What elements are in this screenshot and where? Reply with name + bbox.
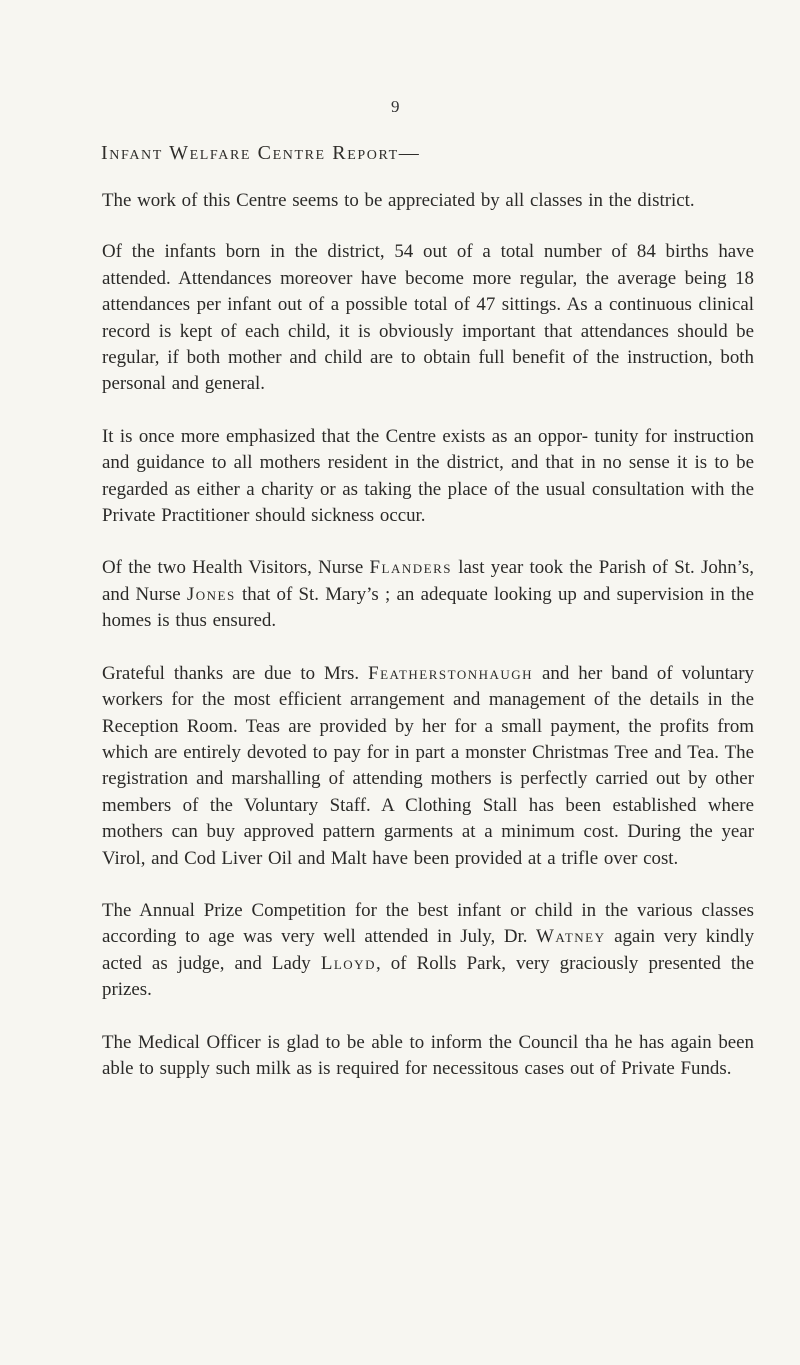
paragraph-6-text-c: , of Rolls Park, very graciously presented the prizes. xyxy=(102,952,754,1001)
paragraph-2-text: Of the infants born in the district, 54 out of a total number of 84 births have attended. Attendances moreover have become more regular, the average being 18 attendances per infant out of a possible total of 47 sittings. As a continuous clinical record is kept of each child, it is obviously important that attendances should be regular, if both mother and child are to obtain full benefit of the instruction, both personal and general. xyxy=(102,241,754,395)
paragraph-2 xyxy=(102,239,754,397)
paragraph-3-text: It is once more emphasized that the Centre exists as an oppor- tunity for instruction and guidance to all mothers resident in the district, and that in no sense it is to be regarded as either a charity or as taking the place of the usual consultation with the Private Practitioner should sickness occur. xyxy=(102,425,754,527)
paragraph-7-text: The Medical Officer is glad to be able to inform the Council tha he has again been able to supply such milk as is required for necessitous cases out of Private Funds. xyxy=(102,1031,754,1079)
paragraph-5-text-a: Grateful thanks are due to Mrs. xyxy=(102,662,369,684)
paragraph-5-text-b: and her band of voluntary workers for the most efficient arrangement and management of the details in the Reception Room. Teas are provided by her for a small payment, the profits from which are entirely devoted to pay for in part a monster Christmas Tree and Tea. The registration and marshalling of attending mothers is perfectly carried out by other members of the Voluntary Staff. A Clothing Stall has been established where mothers can buy approved pattern garments at a minimum cost. During the year Virol, and Cod Liver Oil and Malt have been provided at a trifle over cost. xyxy=(102,662,754,869)
paragraph-6-text-b: again very kindly acted as judge, and Lady xyxy=(102,926,755,974)
report-body xyxy=(102,188,754,1108)
nurse-name-jones: Jones xyxy=(186,583,236,605)
paragraph-4-text-b: last year took the Parish of St. John’s, and Nurse xyxy=(102,557,754,605)
paragraph-5 xyxy=(102,661,754,872)
paragraph-4 xyxy=(102,555,754,634)
paragraph-3 xyxy=(102,424,754,530)
paragraph-1 xyxy=(102,188,754,214)
paragraph-7 xyxy=(102,1030,754,1083)
paragraph-1-text: The work of this Centre seems to be appreciated by all classes in the district. xyxy=(102,190,695,211)
name-watney: Watney xyxy=(536,926,606,948)
name-featherstonhaugh: Featherstonhaugh xyxy=(368,662,534,684)
paragraph-4-text-a: Of the two Health Visitors, Nurse xyxy=(102,557,370,579)
name-lloyd: Lloyd xyxy=(320,952,376,974)
nurse-name-flanders: Flanders xyxy=(369,557,452,579)
page-number: 9 xyxy=(391,97,400,116)
paragraph-4-text-c: that of St. Mary’s ; an adequate looking up and supervision in the homes is thus ensured. xyxy=(102,583,754,632)
section-heading: Infant Welfare Centre Report— xyxy=(101,142,421,164)
paragraph-6-text-a: The Annual Prize Competition for the best infant or child in the various classes according to age was very well attended in July, Dr. xyxy=(102,899,754,948)
paragraph-6 xyxy=(102,898,754,1004)
